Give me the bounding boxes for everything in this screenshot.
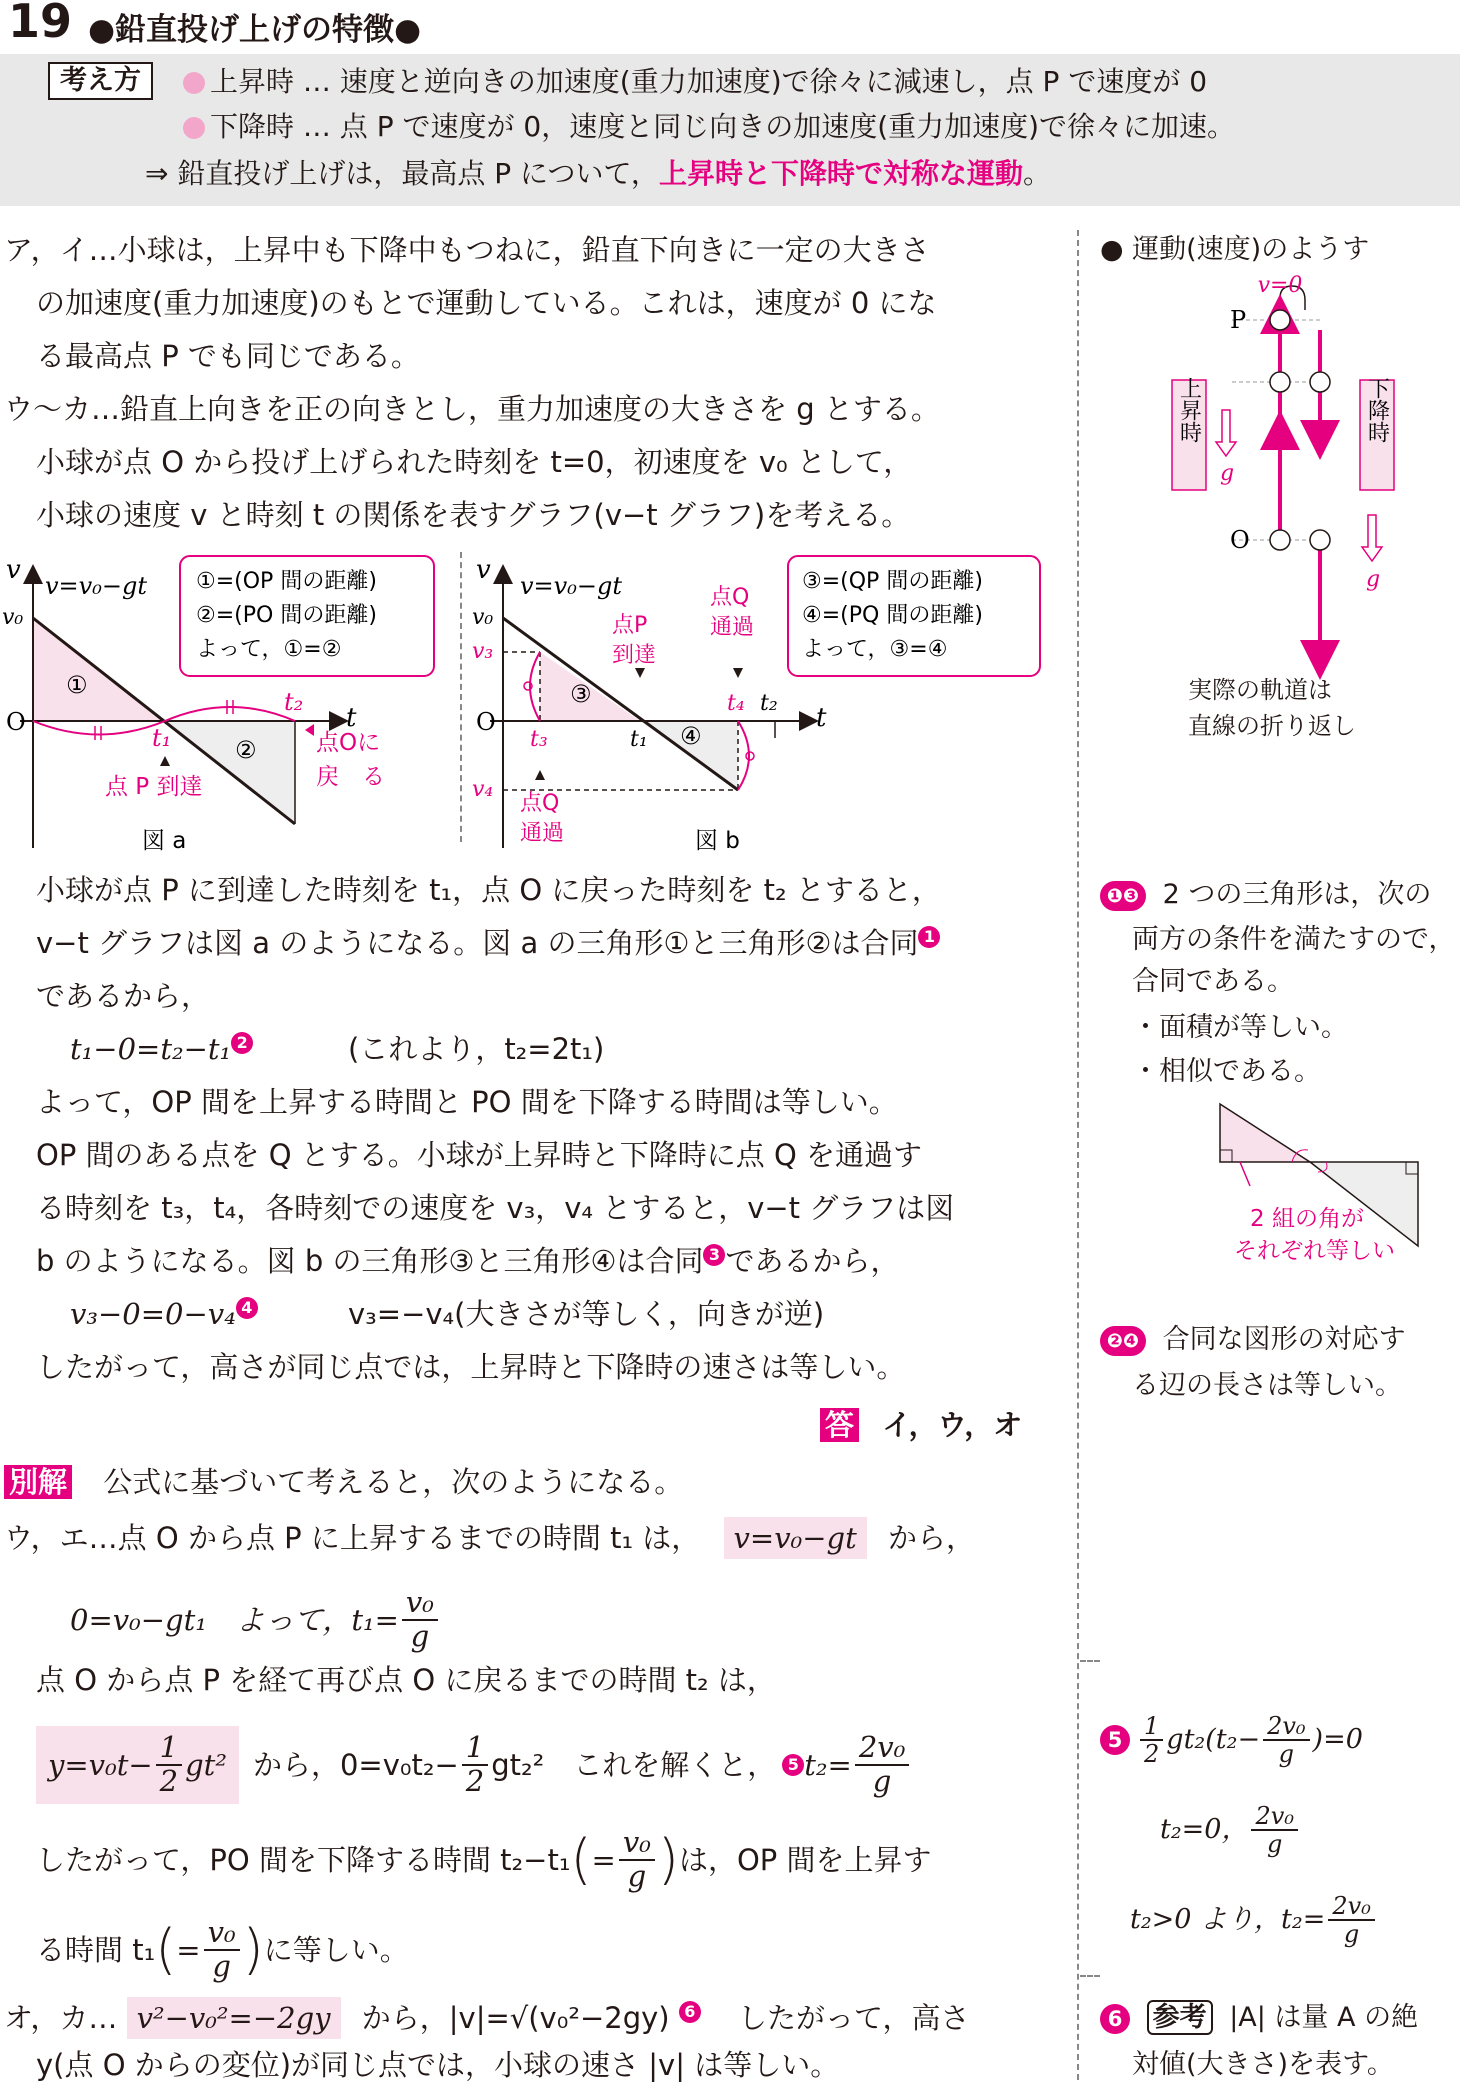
answer-label: 答 — [820, 1408, 859, 1442]
betsukai-label: 別解 — [4, 1465, 72, 1499]
main-p2c: 小球の速度 v と時刻 t の関係を表すグラフ(v−t グラフ)を考える。 — [36, 498, 911, 532]
main-p1c: る最高点 P でも同じである。 — [36, 339, 420, 373]
kangaekata-line2: 下降時 … 点 P で速度が 0，速度と同じ向きの加速度(重力加速度)で徐々に加速。 — [210, 110, 1236, 143]
note-6-badge: 6 — [1100, 2004, 1130, 2034]
formula-label: v=v₀−gt — [45, 572, 147, 600]
q-pass-b-label-2: 通過 — [520, 821, 565, 846]
note-marker-2: 2 — [231, 1032, 253, 1054]
main-p2b: 小球が点 O から投げ上げられた時刻を t=0，初速度を v₀ として， — [36, 445, 913, 479]
motion-title: ● 運動(速度)のようす — [1100, 234, 1370, 265]
note-marker-3: 3 — [703, 1244, 725, 1266]
sankou-label: 参考 — [1147, 2000, 1213, 2035]
axis-t-label: t — [346, 703, 357, 733]
v-zero-label: v=0 — [1257, 273, 1303, 298]
note-5-c: t₂>0 より，t₂= $\frac{\text{2v₀}}{g}$ — [1130, 1880, 1378, 1960]
box-b-line3: よって，③=④ — [802, 637, 948, 662]
main-p5: したがって，高さが同じ点では，上昇時と下降時の速さは等しい。 — [36, 1350, 906, 1384]
betsukai-l6: る時間 t₁ ( = $\frac{\text{v₀}}{g}$ ) に等しい。 — [36, 1915, 409, 1983]
g-label-down: g — [1366, 567, 1381, 592]
t1-label: t₁ — [152, 724, 172, 752]
page-title: ●鉛直投げ上げの特徴● — [88, 12, 422, 48]
box-a-line3: よって，①=② — [196, 637, 342, 662]
v0-label: v₀ — [472, 605, 494, 630]
betsukai-l3: 点 O から点 P を経て再び点 O に戻るまでの時間 t₂ は， — [36, 1663, 776, 1697]
tri-label-1: 2 組の角が — [1250, 1206, 1364, 1232]
note-13: ❶❸ 2 つの三角形は，次の — [1100, 875, 1431, 915]
trajectory-line1: 実際の軌道は — [1188, 676, 1332, 704]
point-p-label: P — [1230, 306, 1247, 334]
t3-label: t₃ — [530, 727, 548, 752]
note-marker-4: 4 — [236, 1297, 258, 1319]
q-pass-b-label-1: 点Q — [520, 791, 560, 816]
main-eq2: v₃−0=0−v₄ 4 — [70, 1294, 258, 1334]
gravity-arrow-icon — [1216, 410, 1236, 456]
triangle-similarity-diagram — [1150, 1100, 1430, 1300]
figure-divider — [460, 552, 462, 842]
answer-line — [820, 1405, 1022, 1445]
main-p3c: であるから， — [36, 979, 211, 1013]
q-pass-label-1: 点Q — [710, 585, 750, 610]
betsukai-l4: y=v₀t− $\frac{1}{2}$ gt² から，0=v₀t₂− $\frac{1}{2}$ gt₂² これを解くと， 5 t₂= $\frac{\text{2v₀}}{g}$ — [36, 1720, 912, 1810]
t2-label: t₂ — [760, 691, 778, 716]
up-label: 上昇時 — [1176, 377, 1202, 443]
bullet-icon — [183, 117, 205, 139]
note-24-b: る辺の長さは等しい。 — [1132, 1370, 1402, 1401]
note-13-c: 合同である。 — [1132, 966, 1294, 997]
side-rule — [1080, 1975, 1100, 1977]
note-5: 5 $\frac{1}{2}$ gt₂(t₂− $\frac{\text{2v₀}}{g}$ )=0 — [1100, 1700, 1363, 1780]
formula-label: v=v₀−gt — [520, 572, 622, 600]
triangle-4-label: ④ — [680, 722, 702, 750]
main-p3b: v−t グラフは図 a のようになる。図 a の三角形①と三角形②は合同 1 — [36, 923, 940, 963]
p-arrive-label-2: 到達 — [612, 643, 657, 668]
p-arrive-label-1: 点P — [612, 613, 648, 638]
triangle-2-label: ② — [235, 736, 257, 764]
trajectory-line2: 直線の折り返し — [1188, 712, 1356, 740]
note-marker-6: 6 — [679, 2001, 701, 2023]
note-marker-1: 1 — [918, 926, 940, 948]
problem-number: 19 — [8, 0, 73, 48]
kangaekata-label: 考え方 — [48, 62, 153, 100]
box-b-line2: ④=(PQ 間の距離) — [802, 603, 983, 628]
main-eq1-note: (これより，t₂=2t₁) — [348, 1032, 605, 1066]
main-p4a: よって，OP 間を上昇する時間と PO 間を下降する時間は等しい。 — [36, 1085, 898, 1119]
main-p4b: OP 間のある点を Q とする。小球が上昇時と下降時に点 Q を通過す — [36, 1138, 923, 1172]
note-marker-5: 5 — [782, 1754, 804, 1776]
box-b-line1: ③=(QP 間の距離) — [802, 569, 983, 594]
note-24: ❷❹ 合同な図形の対応す — [1100, 1320, 1406, 1360]
betsukai-l5: したがって，PO 間を下降する時間 t₂−t₁ ( = $\frac{\text{v₀}}{g}$ ) は，OP 間を上昇す — [36, 1825, 932, 1893]
figure-a — [0, 548, 440, 868]
answer-text: イ，ウ，オ — [882, 1408, 1023, 1442]
betsukai-intro: 別解 公式に基づいて考えると，次のようになる。 — [4, 1462, 683, 1502]
bullet-icon — [183, 72, 205, 94]
axis-v-label: v — [476, 555, 491, 585]
v0-label: v₀ — [2, 605, 24, 630]
origin-label: O — [476, 708, 496, 736]
betsukai-l1: ウ，エ…点 O から点 P に上昇するまでの時間 t₁ は， v=v₀−gt から， — [4, 1518, 975, 1558]
main-p4d: b のようになる。図 b の三角形③と三角形④は合同 3 であるから， — [36, 1244, 900, 1278]
origin-label: O — [6, 708, 26, 736]
note-13-e: ・相似である。 — [1132, 1056, 1321, 1087]
main-p1b: の加速度(重力加速度)のもとで運動している。これは，速度が 0 にな — [36, 286, 937, 320]
main-p4c: る時刻を t₃，t₄，各時刻での速度を v₃，v₄ とすると，v−t グラフは図 — [36, 1191, 955, 1225]
note-13-badge: ❶❸ — [1100, 881, 1146, 911]
note-24-badge: ❷❹ — [1100, 1326, 1146, 1356]
down-label: 下降時 — [1364, 377, 1390, 443]
betsukai-l8: y(点 O からの変位)が同じ点では，小球の速さ |v| は等しい。 — [36, 2048, 840, 2082]
v3-label: v₃ — [472, 639, 494, 664]
triangle-3-label: ③ — [570, 680, 592, 708]
o-return-label-2: 戻 る — [316, 764, 385, 790]
kangaekata-line1: 上昇時 … 速度と逆向きの加速度(重力加速度)で徐々に減速し，点 P で速度が 0 — [210, 65, 1208, 98]
main-eq1: t₁−0=t₂−t₁ 2 — [70, 1029, 253, 1069]
kangaekata-box — [0, 54, 1460, 206]
column-divider — [1077, 230, 1079, 2080]
t1-label: t₁ — [630, 727, 648, 752]
t2-label: t₂ — [284, 688, 304, 716]
tri-label-2: それぞれ等しい — [1234, 1238, 1395, 1264]
point-o-label: O — [1230, 526, 1250, 554]
figure-a-caption: 図 a — [142, 828, 187, 854]
betsukai-l7: オ，カ… v²−v₀²=−2gy から，|v|=√(v₀²−2gy) 6 したがって，高さ — [4, 1998, 969, 2038]
axis-t-label: t — [816, 703, 827, 733]
o-return-label-1: 点Oに — [316, 730, 381, 756]
gravity-arrow-icon — [1362, 515, 1382, 561]
main-p1a: ア，イ…小球は，上昇中も下降中もつねに，鉛直下向きに一定の大きさ — [4, 233, 930, 267]
note-13-b: 両方の条件を満たすので， — [1132, 924, 1456, 955]
betsukai-l2: 0=v₀−gt₁ よって，t₁= $\frac{\text{v₀}}{g}$ — [70, 1585, 441, 1655]
note-5-b: t₂=0， $\frac{\text{2v₀}}{g}$ — [1160, 1790, 1301, 1870]
q-pass-label-2: 通過 — [710, 615, 755, 640]
note-6: 6 参考 |A| は量 A の絶 — [1100, 1998, 1418, 2038]
note-13-d: ・面積が等しい。 — [1132, 1012, 1348, 1043]
betsukai-section-rule — [1080, 1660, 1100, 1662]
box-a-line2: ②=(PO 間の距離) — [196, 603, 377, 628]
triangle-1-label: ① — [66, 671, 88, 699]
p-arrive-label: 点 P 到達 — [105, 774, 203, 800]
figure-b — [470, 548, 1050, 868]
note-6-b: 対値(大きさ)を表す。 — [1132, 2049, 1394, 2080]
kangaekata-line3: ⇒ 鉛直投げ上げは，最高点 P について，上昇時と下降時で対称な運動。 — [145, 157, 1051, 190]
axis-v-label: v — [6, 555, 21, 585]
main-p2a: ウ～カ…鉛直上向きを正の向きとし，重力加速度の大きさを g とする。 — [4, 392, 940, 426]
t4-label: t₄ — [727, 691, 745, 716]
v4-label: v₄ — [472, 777, 494, 802]
figure-b-caption: 図 b — [695, 828, 740, 854]
motion-diagram — [1160, 270, 1420, 730]
box-a-line1: ①=(OP 間の距離) — [196, 569, 377, 594]
note-5-badge: 5 — [1100, 1725, 1130, 1755]
g-label-up: g — [1220, 461, 1235, 486]
main-eq2-note: v₃=−v₄(大きさが等しく，向きが逆) — [348, 1297, 825, 1331]
header — [0, 0, 1468, 52]
main-p3a: 小球が点 P に到達した時刻を t₁，点 O に戻った時刻を t₂ とすると， — [36, 873, 941, 907]
